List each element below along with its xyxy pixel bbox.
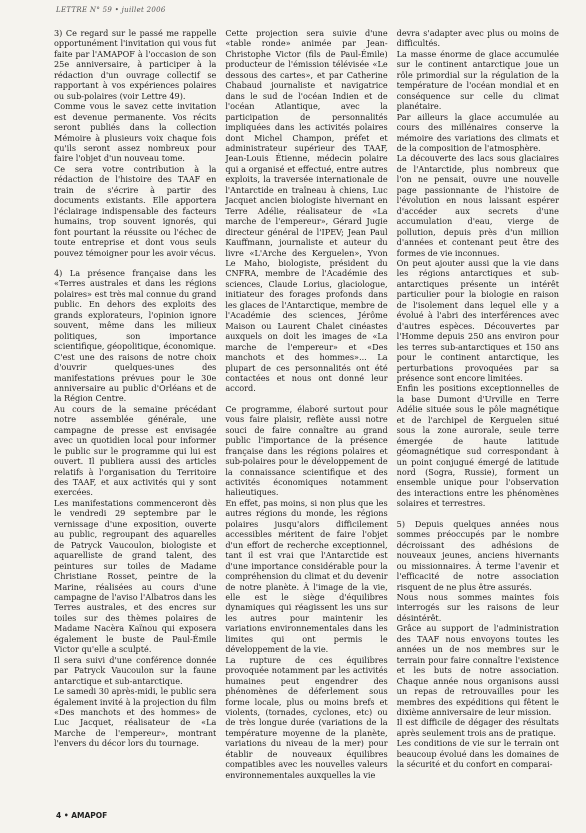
text-column-2 bbox=[225, 28, 387, 806]
article-body bbox=[54, 28, 559, 806]
paragraph: Par ailleurs la glace accumulée au cours des millénaires conserve la mémoire des variations des climats et de la composition de l'atmosphère. bbox=[396, 111, 559, 153]
paragraph: Il est difficile de dégager des résultats après seulement trois ans de pratique. bbox=[396, 717, 559, 738]
paragraph: 3) Ce regard sur le passé me rappelle opportunément l'invitation qui vous fut faite par l'AMAPOF à l'occasion de son 25e anniversaire, à participer à la rédaction d'un ouvrage collectif se rapportant à vos expériences polaires ou sub-polaires (voir Lettre 49). bbox=[54, 28, 217, 101]
paragraph: Au cours de la semaine précédant notre assemblée générale, une campagne de presse est envisagée avec un quotidien local pour informer le public sur le programme qui lui est ouvert. Il publiera aussi des articles relatifs à l'organisation du Territoire des TAAF, et aux activités qui y sont exercées. bbox=[54, 403, 217, 498]
paragraph: En effet, pas moins, si non plus que les autres régions du monde, les régions polaires jusqu'alors difficilement accessibles méritent de faire l'objet d'un effort de recherche exceptionnel, tant il est vrai que l'Antarctide est d'une importance considérable pour la compréhension du climat et du devenir de notre planète. À l'image de la vie, elle est le siège d'équilibres dynamiques qui réagissent les uns sur les autres pour maintenir les variations environnementales dans les limites qui ont permis le développement de la vie. bbox=[225, 497, 388, 655]
paragraph: Il sera suivi d'une conférence donnée par Patryck Vaucoulon sur la faune antarctique et sub-antarctique. bbox=[54, 654, 217, 686]
page-footer: 4 • AMAPOF bbox=[56, 811, 108, 820]
text-column-1 bbox=[54, 28, 216, 806]
paragraph: Le samedi 30 après-midi, le public sera également invité à la projection du film «Des manchots et des hommes» de Luc Jacquet, réalisateur de «La Marche de l'empereur», montrant l'envers du décor lors du tournage. bbox=[54, 686, 217, 749]
paragraph: La découverte des lacs sous glaciaires de l'Antarctide, plus nombreux que l'on ne pensait, ouvre une nouvelle page passionnante de l'histoire de l'évolution en nous laissant espérer d'accéder aux secrets d'une accumulation d'eau, vierge de pollution, depuis près d'un million d'années et contenant peut être des formes de vie inconnues. bbox=[396, 153, 559, 258]
paragraph: La rupture de ces équilibres provoquée notamment par les activités humaines peut engendrer des phénomènes de déferlement sous forme locale, plus ou moins brefs et violents, (tornades, cyclones, etc) ou de très longue durée (variations de la température moyenne de la planète, variations du niveau de la mer) pour établir de nouveaux équilibres compatibles avec les nouvelles valeurs environnementales auxquelles la vie bbox=[225, 654, 388, 780]
paragraph: Nous nous sommes maintes fois interrogés sur les raisons de leur désintérêt. bbox=[396, 592, 559, 623]
paragraph: 5) Depuis quelques années nous sommes préoccupés par le nombre décroissant des adhésions de nouveaux jeunes, anciens hivernants ou missionnaires. À terme l'avenir et l'efficacité de notre association risquent de ne plus être assurés. bbox=[396, 518, 559, 592]
text-column-3 bbox=[397, 28, 559, 806]
paragraph: Enfin les positions exceptionnelles de la base Dumont d'Urville en Terre Adélie située sous le pôle magnétique et de l'archipel de Kerguelen situé sous la zone aurorale, seule terre émergée de haute latitude géomagnétique sud correspondant à un point conjugué émergé de latitude nord (Sogra, Russie), forment un ensemble unique pour l'observation des interactions entre les phénomènes solaires et terrestres. bbox=[396, 383, 559, 509]
paragraph: Les manifestations commenceront dès le vendredi 29 septembre par le vernissage d'une exposition, ouverte au public, regroupant des aquarelles de Patryck Vaucoulon, biologiste et aquarelliste de grand talent, des peintures sur toiles de Madame Christiane Rosset, peintre de la Marine, réalisées au cours d'une campagne de l'aviso l'Albatros dans les Terres australes, et des encres sur toiles sur des thèmes polaires de Madame Nacèra Kaïnou qui exposera également le buste de Paul-Émile Victor qu'elle a sculpté. bbox=[54, 497, 217, 655]
running-header: LETTRE N° 59 • juillet 2006 bbox=[56, 6, 166, 14]
paragraph: Grâce au support de l'administration des TAAF nous envoyons toutes les années un de nos membres sur le terrain pour faire connaître l'existence et les buts de notre association. Chaque année nous organisons aussi un repas de retrouvailles pour les membres des expéditions qui fêtent le dixième anniversaire de leur mission. bbox=[396, 623, 559, 717]
paragraph: 4) La présence française dans les «Terres australes et dans les régions polaires» est très mal connue du grand public. En dehors des exploits des grands explorateurs, l'opinion ignore souvent, même dans les milieux politiques, son importance scientifique, géopolitique, économique. bbox=[54, 267, 217, 352]
paragraph: La masse énorme de glace accumulée sur le continent antarctique joue un rôle primordial sur la régulation de la température de l'océan mondial et en conséquence sur celle du climat planétaire. bbox=[396, 48, 559, 112]
paragraph: Comme vous le savez cette invitation est devenue permanente. Vos récits seront publiés dans la collection Mémoire à plusieurs voix chaque fois qu'ils seront assez nombreux pour faire l'objet d'un nouveau tome. bbox=[54, 101, 217, 164]
paragraph: devra s'adapter avec plus ou moins de difficultés. bbox=[396, 28, 559, 49]
paragraph: Cette projection sera suivie d'une «table ronde» animée par Jean-Christophe Victor (fils de Paul-Émile) producteur de l'émission télévisée «Le dessous des cartes», et par Catherine Chabaud journaliste et navigatrice dans le sud de l'océan Indien et de l'océan Atlantique, avec la participation de personnalités impliquées dans les activités polaires dont Michel Champon, préfet et administrateur supérieur des TAAF, Jean-Louis Étienne, médecin polaire qui a organisé et effectué, entre autres exploits, la traversée internationale de l'Antarctide en traîneau à chiens, Luc Jacquet ancien biologiste hivernant en Terre Adélie, réalisateur de «La marche de l'empereur», Gérard Jugie directeur général de l'IPEV; Jean Paul Kauffmann, journaliste et auteur du livre «L'Arche des Kerguelen», Yvon Le Maho, biologiste, président du CNFRA, membre de l'Académie des sciences, Claude Lorius, glaciologue, initiateur des forages profonds dans les glaces de l'Antarctique, membre de l'Académie des sciences, Jérôme Maison ou Laurent Chalet cinéastes auxquels on doit les images de «La marche de l'empereur» et «Des manchots et des hommes»... La plupart de ces personnalités ont été contactées et nous ont donné leur accord. bbox=[225, 28, 388, 394]
paragraph: Ce sera votre contribution à la rédaction de l'histoire des TAAF en train de s'écrire à partir des documents existants. Elle apportera l'éclairage indispensable des facteurs humains, trop souvent ignorés, qui font pourtant la réussite ou l'échec de toute entreprise et dont vous seuls pouvez témoigner pour les avoir vécus. bbox=[54, 163, 217, 258]
paragraph: Les conditions de vie sur le terrain ont beaucoup évolué dans les domaines de la sécurité et du confort en comparai- bbox=[396, 738, 559, 770]
paragraph: C'est une des raisons de notre choix d'ouvrir quelques-unes des manifestations prévues pour le 30e anniversaire au public d'Orléans et de la Région Centre. bbox=[54, 351, 217, 404]
paragraph: Ce programme, élaboré surtout pour vous faire plaisir, reflète aussi notre souci de faire connaître au grand public l'importance de la présence française dans les régions polaires et sub-polaires pour le développement de la connaissance scientifique et des activités économiques notamment halieutiques. bbox=[225, 403, 388, 498]
paragraph: On peut ajouter aussi que la vie dans les régions antarctiques et sub-antarctiques présente un intérêt particulier pour la biologie en raison de l'isolement dans lequel elle y a évolué à l'abri des interférences avec d'autres espèces. Découvertes par l'Homme depuis 250 ans environ pour les terres sub-antarctiques et 150 ans pour le continent antarctique, les perturbations provoquées par sa présence sont encore limitées. bbox=[396, 257, 559, 383]
